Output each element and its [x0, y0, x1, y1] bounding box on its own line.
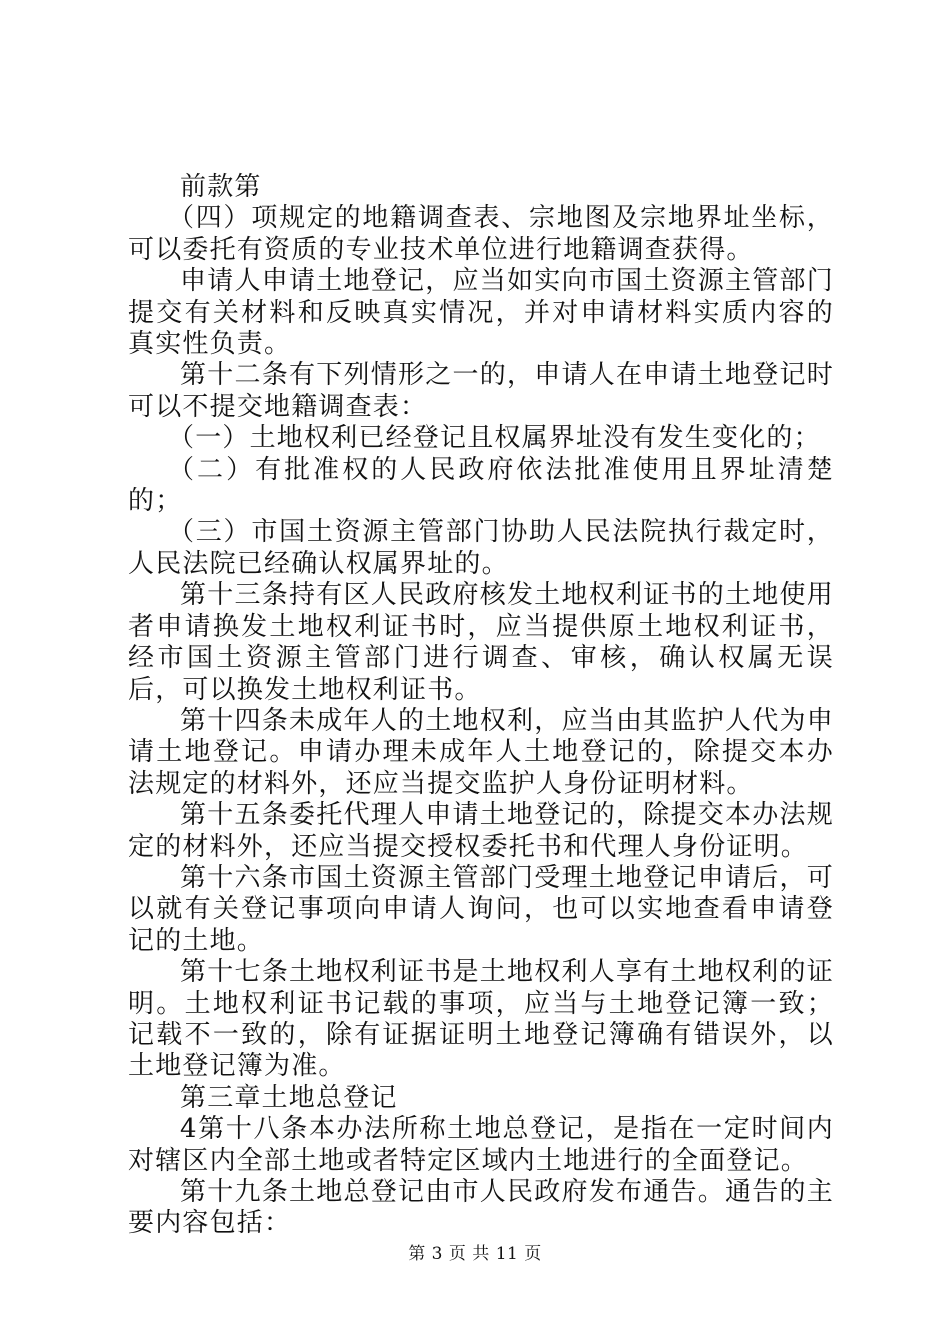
paragraph: （四）项规定的地籍调查表、宗地图及宗地界址坐标，可以委托有资质的专业技术单位进行地籍调查获得。: [128, 203, 834, 265]
paragraph: 第十六条市国土资源主管部门受理土地登记申请后，可以就有关登记事项向申请人询问，也可以实地查看申请登记的土地。: [128, 862, 834, 956]
paragraph: 第十三条持有区人民政府核发土地权利证书的土地使用者申请换发土地权利证书时，应当提供原土地权利证书，经市国土资源主管部门进行调查、审核，确认权属无误后，可以换发土地权利证书。: [128, 580, 834, 705]
paragraph: 4第十八条本办法所称土地总登记，是指在一定时间内对辖区内全部土地或者特定区域内土地进行的全面登记。: [128, 1114, 834, 1176]
paragraph: 申请人申请土地登记，应当如实向市国土资源主管部门提交有关材料和反映真实情况，并对申请材料实质内容的真实性负责。: [128, 266, 834, 360]
paragraph: 第十二条有下列情形之一的，申请人在申请土地登记时可以不提交地籍调查表：: [128, 360, 834, 422]
paragraph: 第十五条委托代理人申请土地登记的，除提交本办法规定的材料外，还应当提交授权委托书和代理人身份证明。: [128, 800, 834, 862]
document-body: [128, 172, 834, 1240]
paragraph: （二）有批准权的人民政府依法批准使用且界址清楚的；: [128, 454, 834, 517]
paragraph: 第十七条土地权利证书是土地权利人享有土地权利的证明。土地权利证书记载的事项，应当与土地登记簿一致；记载不一致的，除有证据证明土地登记簿确有错误外，以土地登记簿为准。: [128, 957, 834, 1082]
paragraph: 前款第: [180, 172, 262, 202]
page-footer: 第 3 页 共 11 页: [408, 1244, 542, 1264]
chapter-heading: 第三章土地总登记: [180, 1082, 398, 1113]
paragraph: （一）土地权利已经登记且权属界址没有发生变化的；: [168, 423, 821, 454]
paragraph: 第十九条土地总登记由市人民政府发布通告。通告的主要内容包括：: [128, 1177, 834, 1239]
paragraph: 第十四条未成年人的土地权利，应当由其监护人代为申请土地登记。申请办理未成年人土地登记的，除提交本办法规定的材料外，还应当提交监护人身份证明材料。: [128, 705, 834, 799]
paragraph: （三）市国土资源主管部门协助人民法院执行裁定时，人民法院已经确认权属界址的。: [128, 517, 834, 579]
